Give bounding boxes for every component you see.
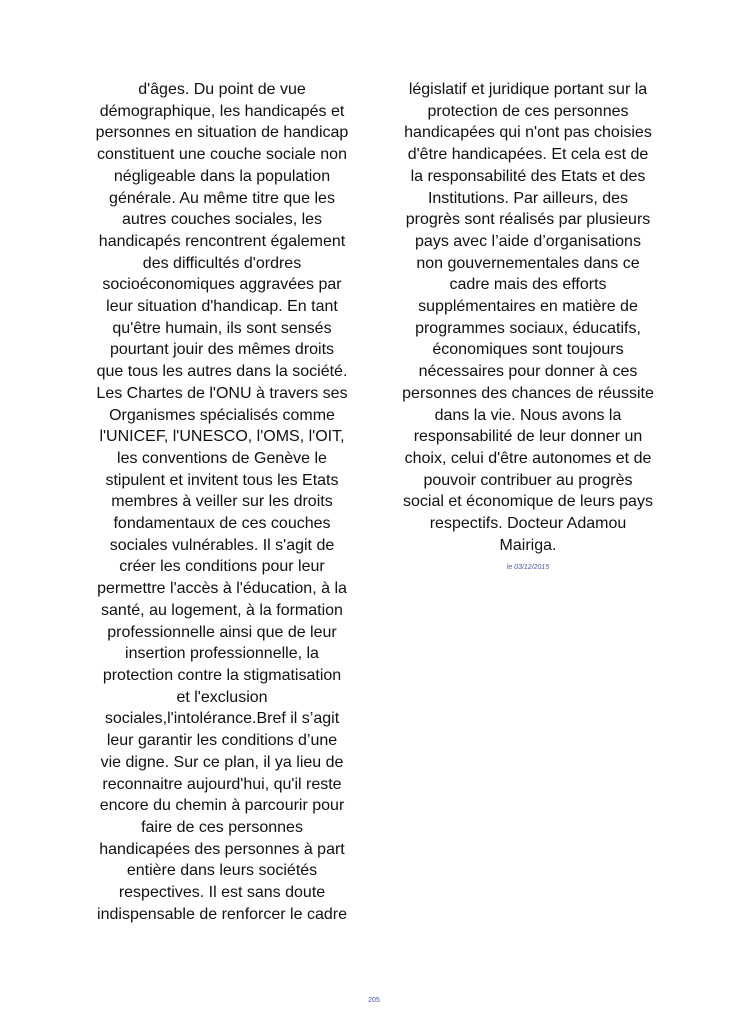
text-line: dans la vie. Nous avons la (434, 406, 622, 424)
text-line: qu'être humain, ils sont sensés (112, 319, 332, 337)
text-line: leur garantir les conditions d’une (106, 732, 338, 750)
text-line: d'âges. Du point de vue (138, 81, 306, 98)
text-line: cadre mais des efforts (449, 276, 607, 294)
text-line: membres à veiller sur les droits (111, 493, 333, 511)
publication-date: le 03/12/2015 (506, 564, 550, 571)
text-line: Institutions. Par ailleurs, des (427, 189, 629, 207)
text-line: négligeable dans la population (113, 167, 331, 185)
text-line: insertion professionnelle, la (125, 645, 319, 663)
text-line: générale. Au même titre que les (109, 189, 335, 207)
text-line: et l'exclusion (176, 688, 268, 706)
text-line: Les Chartes de l'ONU à travers ses (96, 384, 348, 402)
text-line: pouvoir contribuer au progrès (423, 471, 633, 489)
text-line: reconnaitre aujourd'hui, qu'il reste (102, 775, 342, 793)
text-line: l'UNICEF, l'UNESCO, l'OMS, l'OIT, (99, 428, 345, 446)
text-line: respectifs. Docteur Adamou (429, 515, 627, 533)
text-line: constituent une couche sociale non (97, 146, 347, 164)
text-line: professionnelle ainsi que de leur (107, 623, 337, 641)
text-line: supplémentaires en matière de (418, 298, 638, 316)
text-line: que tous les autres dans la société. (96, 363, 348, 381)
text-line: social et économique de leurs pays (403, 493, 653, 511)
text-line: d'être handicapées. Et cela est de (407, 146, 649, 164)
article-column-right (382, 79, 674, 556)
text-line: législatif et juridique portant sur la (408, 81, 648, 98)
text-line: fondamentaux de ces couches (113, 515, 331, 533)
text-line: respectives. Il est sans doute (118, 884, 326, 902)
text-line: pays avec l’aide d’organisations (415, 232, 641, 250)
text-line: santé, au logement, à la formation (101, 601, 343, 619)
text-line: démographique, les handicapés et (99, 102, 345, 120)
text-line: nécessaires pour donner à ces (418, 363, 638, 381)
text-line: pourtant jouir des mêmes droits (109, 341, 335, 359)
text-line: économiques sont toujours (432, 341, 624, 359)
text-line: personnes des chances de réussite (402, 384, 654, 402)
text-line: protection de ces personnes (427, 102, 629, 120)
text-line: protection contre la stigmatisation (102, 666, 342, 684)
text-line: stipulent et invitent tous les Etats (105, 471, 339, 489)
text-line: encore du chemin à parcourir pour (99, 797, 345, 815)
text-line: Mairiga. (499, 536, 557, 554)
text-line: entière dans leurs sociétés (126, 862, 318, 880)
text-line: progrès sont réalisés par plusieurs (405, 211, 651, 229)
text-line: programmes sociaux, éducatifs, (415, 319, 641, 337)
article-column-left (75, 79, 369, 925)
text-line: permettre l'accès à l'éducation, à la (97, 580, 347, 598)
text-line: vie digne. Sur ce plan, il ya lieu de (100, 753, 344, 771)
text-line: responsabilité de leur donner un (413, 428, 643, 446)
text-line: indispensable de renforcer le cadre (97, 905, 347, 923)
text-line: la responsabilité des Etats et des (410, 167, 646, 185)
text-line: des difficultés d'ordres (142, 254, 302, 272)
text-line: créer les conditions pour leur (119, 558, 325, 576)
text-line: autres couches sociales, les (121, 211, 323, 229)
page-number: 205 (368, 997, 380, 1004)
text-line: handicapés rencontrent également (98, 232, 346, 250)
text-line: leur situation d'handicap. En tant (106, 298, 338, 316)
text-line: handicapées des personnes à part (99, 840, 345, 858)
text-line: personnes en situation de handicap (95, 124, 349, 142)
text-line: handicapées qui n'ont pas choisies (404, 124, 652, 142)
text-line: non gouvernementales dans ce (416, 254, 640, 272)
text-line: sociales vulnérables. Il s'agit de (109, 536, 335, 554)
text-line: choix, celui d'être autonomes et de (404, 449, 652, 467)
text-line: les conventions de Genève le (117, 449, 327, 467)
text-line: faire de ces personnes (141, 818, 303, 836)
text-line: sociales,l'intolérance.Bref il s’agit (104, 710, 340, 728)
text-line: Organismes spécialisés comme (109, 406, 335, 424)
text-line: socioéconomiques aggravées par (102, 276, 342, 294)
